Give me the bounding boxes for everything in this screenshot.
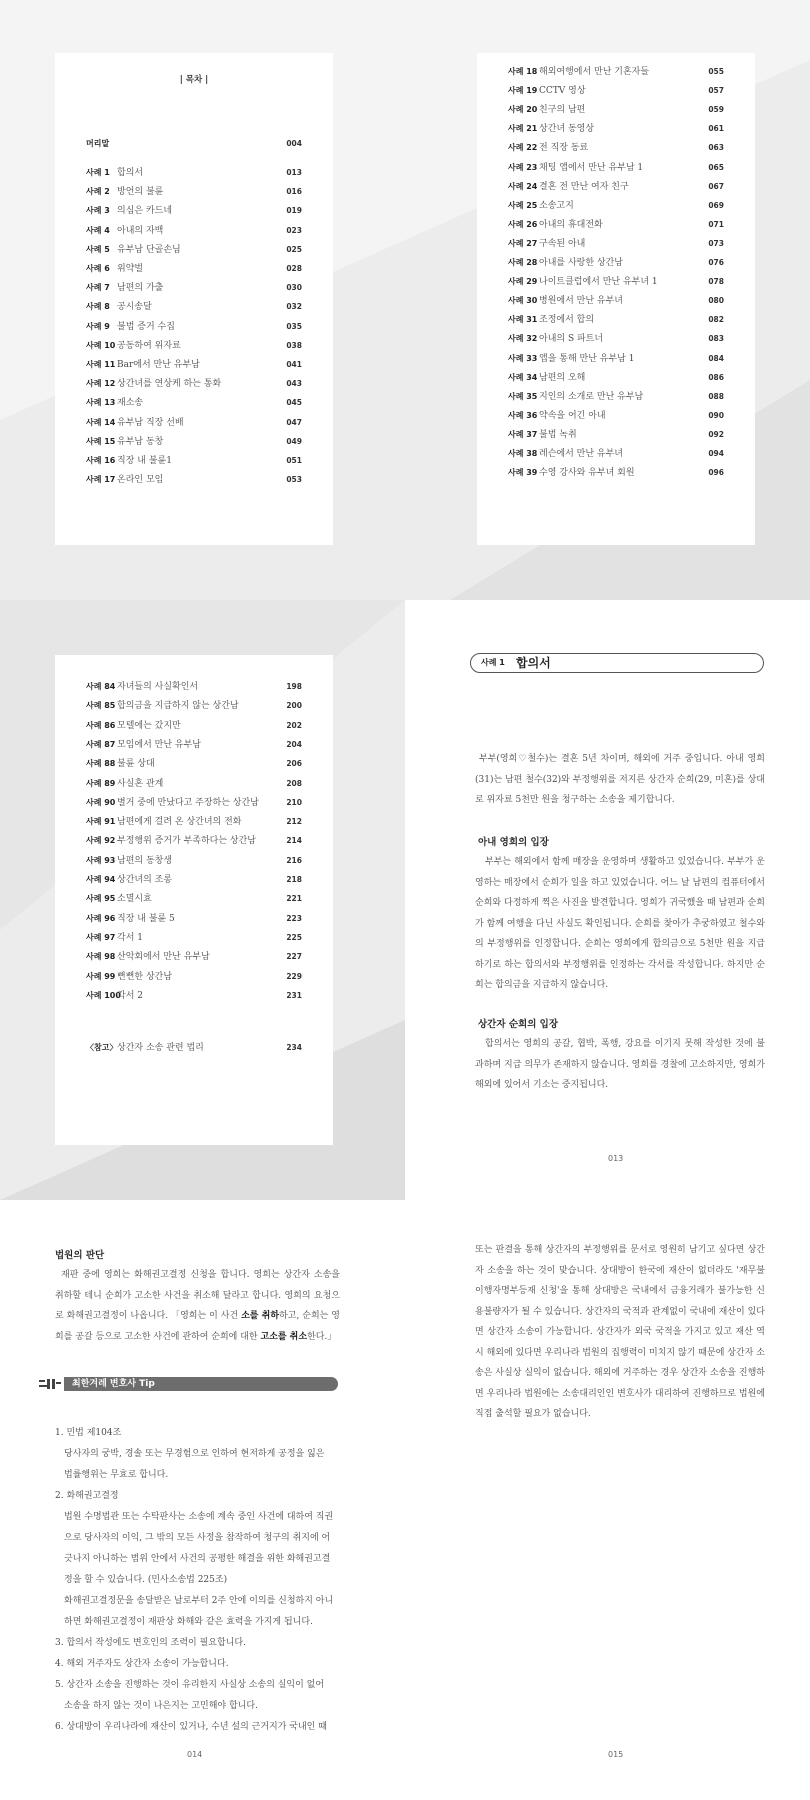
toc-item[interactable] bbox=[86, 320, 302, 334]
toc-item-label: 사례 37 bbox=[508, 429, 538, 439]
tip-bar bbox=[64, 1377, 338, 1391]
toc-item-label: 사례 39 bbox=[508, 468, 538, 478]
toc-item-title: 부정행위 증거가 부족하다는 상간남 bbox=[117, 836, 256, 847]
page-number: 014 bbox=[187, 1750, 203, 1759]
toc-item-label: 사례 85 bbox=[86, 701, 116, 711]
toc-page-1 bbox=[55, 53, 333, 545]
tip-item-body: 화해권고결정문을 송달받은 날로부터 2주 안에 이의를 신청하지 아니 bbox=[64, 1596, 334, 1606]
toc-item-title: Bar에서 만난 유부남 bbox=[117, 360, 200, 370]
toc-item[interactable] bbox=[86, 300, 302, 314]
toc-item[interactable] bbox=[86, 912, 302, 926]
tip-header bbox=[38, 1376, 338, 1392]
toc-item-title: 불법 녹취 bbox=[539, 429, 577, 440]
toc-item-label: 사례 92 bbox=[86, 836, 116, 846]
toc-item-label: 사례 34 bbox=[508, 372, 538, 382]
toc-item-page: 084 bbox=[708, 353, 724, 363]
toc-item-label: 사례 97 bbox=[86, 932, 116, 942]
toc-item[interactable] bbox=[508, 332, 724, 346]
toc-item-page: 090 bbox=[708, 410, 724, 420]
toc-item-title: 남편의 오해 bbox=[539, 372, 586, 383]
toc-item-label: 사례 90 bbox=[86, 797, 116, 807]
toc-item-page: 071 bbox=[708, 219, 724, 229]
toc-item-title: 유부남 동창 bbox=[117, 436, 164, 447]
toc-item-title: 각서 1 bbox=[117, 932, 143, 943]
toc-item-label: 사례 87 bbox=[86, 739, 116, 749]
toc-item-label: 사례 12 bbox=[86, 379, 116, 389]
toc-item-page: 200 bbox=[286, 701, 302, 711]
toc-item-label: 사례 26 bbox=[508, 219, 538, 229]
toc-item-page: 030 bbox=[286, 283, 302, 293]
toc-item-page: 234 bbox=[286, 1043, 302, 1052]
toc-item-label: 사례 7 bbox=[86, 283, 110, 293]
toc-item[interactable] bbox=[86, 757, 302, 771]
toc-item[interactable] bbox=[508, 161, 724, 175]
toc-item-page: 016 bbox=[286, 187, 302, 197]
toc-item-label: 사례 8 bbox=[86, 302, 110, 312]
toc-item[interactable] bbox=[86, 204, 302, 218]
toc-item[interactable] bbox=[508, 371, 724, 385]
toc-item[interactable] bbox=[86, 339, 302, 353]
toc-item-title: 불법 증거 수집 bbox=[117, 321, 175, 332]
toc-item-label: 사례 33 bbox=[508, 353, 538, 363]
toc-item[interactable] bbox=[508, 390, 724, 404]
toc-item[interactable] bbox=[508, 122, 724, 136]
toc-item-page: 043 bbox=[286, 379, 302, 389]
toc-item[interactable] bbox=[86, 950, 302, 964]
case-header bbox=[470, 653, 764, 673]
toc-item-label: 사례 94 bbox=[86, 875, 116, 884]
toc-item-page: 076 bbox=[708, 258, 724, 267]
toc-item[interactable] bbox=[86, 454, 302, 468]
toc-item[interactable] bbox=[508, 409, 724, 423]
toc-item-page: 069 bbox=[708, 200, 724, 210]
toc-item-title: 재소송 bbox=[117, 398, 144, 409]
toc-item-title: 소송고지 bbox=[539, 200, 574, 211]
toc-item-title: 뻔뻔한 상간남 bbox=[117, 971, 173, 982]
toc-item-label: 사례 98 bbox=[86, 952, 116, 962]
toc-item-page: 210 bbox=[286, 797, 302, 807]
toc-item-label: 사례 18 bbox=[508, 67, 538, 76]
tip-item: 6. 상대방이 우리나라에 재산이 있거나, 수년 설의 근거지가 국내인 때 bbox=[55, 1722, 327, 1732]
toc-item-title: 남편의 동창생 bbox=[117, 855, 173, 866]
toc-item[interactable] bbox=[86, 699, 302, 713]
toc-page-2 bbox=[477, 53, 755, 545]
toc-item-title: 합의서 bbox=[117, 168, 144, 178]
toc-item-page: 067 bbox=[708, 181, 724, 191]
toc-item-title: 앱을 통해 만난 유부남 1 bbox=[539, 353, 635, 364]
toc-item-title: 아내의 자백 bbox=[117, 225, 164, 236]
toc-item-label: 사례 17 bbox=[86, 475, 116, 485]
toc-item-label: 사례 36 bbox=[508, 410, 538, 420]
toc-item-title: 위약벌 bbox=[117, 264, 144, 274]
toc-item-page: 059 bbox=[708, 105, 724, 115]
toc-item-label: 〈참고〉 bbox=[86, 1043, 118, 1052]
toc-item-page: 035 bbox=[286, 321, 302, 331]
toc-item[interactable] bbox=[508, 65, 724, 79]
toc-item-title: 각서 2 bbox=[117, 990, 143, 1001]
tip-item: 1. 민법 제104조 bbox=[55, 1428, 122, 1438]
toc-item-label: 사례 100 bbox=[86, 990, 121, 1000]
toc-item-page: 096 bbox=[708, 468, 724, 478]
toc-item-title: 유부남 단골손님 bbox=[117, 244, 181, 255]
toc-item[interactable] bbox=[86, 473, 302, 487]
toc-item-title: 아내를 사랑한 상간남 bbox=[539, 258, 623, 268]
toc-item-page: 218 bbox=[286, 875, 302, 884]
toc-item-title: 공동하여 위자료 bbox=[117, 340, 181, 351]
toc-item-title: 조정에서 합의 bbox=[539, 315, 595, 326]
toc-item[interactable] bbox=[508, 447, 724, 461]
toc-item[interactable] bbox=[508, 256, 724, 270]
toc-item-label: 사례 99 bbox=[86, 971, 116, 981]
toc-item-page: 086 bbox=[708, 372, 724, 382]
tip-item-body: 법률행위는 무효로 합니다. bbox=[64, 1470, 169, 1480]
toc-item-title: 상간녀 동영상 bbox=[539, 124, 595, 135]
toc-item-label: 사례 93 bbox=[86, 855, 116, 865]
case-title: 합의서 bbox=[516, 656, 551, 670]
toc-item-title: 불륜 상대 bbox=[117, 759, 155, 770]
toc-item-title: 합의금을 지급하지 않는 상간남 bbox=[117, 701, 239, 712]
toc-item-title: 온라인 모임 bbox=[117, 475, 164, 486]
toc-item-title: 상간녀를 연상케 하는 통화 bbox=[117, 379, 222, 390]
toc-item-page: 088 bbox=[708, 391, 724, 401]
toc-item-page: 231 bbox=[286, 990, 302, 1000]
tip-item-body: 법원 수명법관 또는 수탁판사는 소송에 계속 중인 사건에 대하여 직권 bbox=[64, 1512, 334, 1522]
toc-item-label: 사례 6 bbox=[86, 264, 110, 273]
toc-item[interactable] bbox=[86, 396, 302, 410]
toc-item-label: 사례 95 bbox=[86, 894, 116, 904]
toc-item[interactable] bbox=[86, 834, 302, 848]
toc-item[interactable] bbox=[86, 281, 302, 295]
toc-item-page: 019 bbox=[286, 206, 302, 216]
toc-item[interactable] bbox=[86, 873, 302, 887]
toc-item-title: 의심은 카드네 bbox=[117, 206, 173, 217]
tip-item-body: 으로 당사자의 이익, 그 밖의 모든 사정을 참작하여 청구의 취지에 어 bbox=[64, 1533, 331, 1543]
toc-item-title: 자녀들의 사실확인서 bbox=[117, 682, 199, 692]
toc-item[interactable] bbox=[86, 854, 302, 868]
toc-item-title: 해외여행에서 만난 기혼자들 bbox=[539, 67, 650, 77]
toc-item-label: 사례 20 bbox=[508, 105, 538, 115]
toc-item-title: 아내의 S 파트너 bbox=[539, 334, 604, 345]
toc-item[interactable] bbox=[86, 166, 302, 180]
toc-item-title: 산악회에서 만난 유부남 bbox=[117, 952, 210, 963]
toc-item-title: 병원에서 만난 유부녀 bbox=[539, 296, 623, 307]
toc-item[interactable] bbox=[508, 237, 724, 251]
toc-item-title: 사실혼 관계 bbox=[117, 778, 164, 789]
page-number: 015 bbox=[608, 1750, 624, 1759]
toc-item-label: 사례 38 bbox=[508, 449, 538, 458]
toc-item-page: 073 bbox=[708, 238, 724, 248]
toc-item-title: 모임에서 만난 유부남 bbox=[117, 739, 201, 750]
toc-item-title: 남편의 가출 bbox=[117, 283, 164, 294]
toc-item-label: 사례 89 bbox=[86, 778, 116, 788]
toc-item-title: 유부남 직장 선배 bbox=[117, 417, 184, 428]
toc-item-title: 모텔에는 갔지만 bbox=[117, 720, 181, 731]
lover-text: 합의서는 영희의 공갈, 협박, 폭행, 강요를 이기지 못해 작성한 것에 불과하며 지급 의무가 존재하지 않습니다. 영희를 경찰에 고소하지만, 영희가 해외에 있어서 기소는 중지됩니다. bbox=[475, 1039, 765, 1090]
toc-item[interactable] bbox=[508, 275, 724, 289]
toc-item[interactable] bbox=[86, 680, 302, 694]
toc-item-label: 사례 88 bbox=[86, 759, 116, 769]
toc-item[interactable] bbox=[86, 185, 302, 199]
tip-item-body: 긋나지 아니하는 범위 안에서 사건의 공평한 해결을 위한 화해권고결 bbox=[64, 1554, 331, 1564]
toc-item[interactable] bbox=[508, 103, 724, 117]
toc-item[interactable] bbox=[86, 970, 302, 984]
toc-item-label: 사례 10 bbox=[86, 340, 116, 350]
toc-item-label: 사례 1 bbox=[86, 168, 110, 177]
toc-item-label: 사례 2 bbox=[86, 187, 110, 197]
tip-icon bbox=[38, 1376, 62, 1392]
toc-item-page: 032 bbox=[286, 302, 302, 312]
toc-item-label: 사례 29 bbox=[508, 277, 538, 287]
toc-item[interactable] bbox=[508, 428, 724, 442]
toc-item[interactable] bbox=[508, 84, 724, 98]
toc-item[interactable] bbox=[508, 313, 724, 327]
toc-item[interactable] bbox=[508, 180, 724, 194]
toc-item-page: 227 bbox=[286, 952, 302, 962]
toc-item[interactable] bbox=[508, 199, 724, 213]
page-number: 013 bbox=[608, 1154, 624, 1163]
toc-item-label: 사례 5 bbox=[86, 244, 110, 254]
toc-item-page: 080 bbox=[708, 296, 724, 306]
toc-item-page: 229 bbox=[286, 971, 302, 981]
toc-item[interactable] bbox=[508, 352, 724, 366]
toc-item-page: 082 bbox=[708, 315, 724, 325]
toc-item-page: 063 bbox=[708, 143, 724, 153]
toc-item-page: 025 bbox=[286, 244, 302, 254]
toc-item-label: 사례 13 bbox=[86, 398, 116, 408]
toc-page-3 bbox=[55, 655, 333, 1145]
toc-item-page: 212 bbox=[286, 817, 302, 827]
toc-item-label: 사례 31 bbox=[508, 315, 538, 325]
toc-item-label: 사례 84 bbox=[86, 682, 116, 691]
toc-item-title: 남편에게 걸려 온 상간녀의 전화 bbox=[117, 817, 242, 828]
toc-item[interactable] bbox=[86, 796, 302, 810]
toc-item-page: 216 bbox=[286, 855, 302, 865]
toc-item-label: 사례 28 bbox=[508, 258, 538, 267]
toc-item-title: 친구의 남편 bbox=[539, 105, 586, 116]
toc-item[interactable] bbox=[86, 719, 302, 733]
toc-item[interactable] bbox=[508, 466, 724, 480]
toc-item-label: 사례 91 bbox=[86, 817, 116, 827]
tip-item: 5. 상간자 소송을 진행하는 것이 유리한지 사실상 소송의 실익이 없어 bbox=[55, 1680, 325, 1690]
toc-item-page: 013 bbox=[286, 168, 302, 177]
toc-item-label: 사례 25 bbox=[508, 200, 538, 210]
toc-item-label: 사례 32 bbox=[508, 334, 538, 344]
toc-item-label: 사례 27 bbox=[508, 238, 538, 248]
toc-item-label: 사례 4 bbox=[86, 225, 110, 235]
toc-item-label: 사례 30 bbox=[508, 296, 538, 306]
toc-item-label: 사례 21 bbox=[508, 124, 538, 134]
toc-item-page: 055 bbox=[708, 67, 724, 76]
toc-item-label: 사례 22 bbox=[508, 143, 538, 153]
toc-item[interactable] bbox=[86, 738, 302, 752]
wife-text: 부부는 해외에서 함께 매장을 운영하며 생활하고 있었습니다. 부부가 운영하는 매장에서 순희가 일을 하고 있었습니다. 어느 날 남편의 컴퓨터에서 순희와 다정하게 찍은 사진을 발견합니다. 영희가 귀국했을 때 남편과 순희가 함께 여행을 다닌 사실도 확인됩니다. 순희를 찾아가 추궁하였고 철수와의 부정행위를 인정합니다. 순희는 영희에게 합의금으로 5천만 원을 지급하기로 하는 합의서와 부정행위를 인정하는 각서를 작성합니다. 하지만 순희는 합의금을 지급하지 않습니다. bbox=[475, 857, 765, 990]
toc-item-label: 사례 15 bbox=[86, 436, 116, 446]
toc-item-page: 004 bbox=[286, 139, 302, 148]
toc-item[interactable] bbox=[508, 141, 724, 155]
toc-item-page: 061 bbox=[708, 124, 724, 134]
toc-item-label: 사례 35 bbox=[508, 391, 538, 401]
toc-item-title: 아내의 휴대전화 bbox=[539, 219, 603, 230]
toc-title: | 목차 | bbox=[179, 75, 209, 85]
toc-item-title: 결혼 전 만난 여자 친구 bbox=[539, 181, 629, 192]
toc-item[interactable] bbox=[86, 931, 302, 945]
toc-item-page: 214 bbox=[286, 836, 302, 846]
toc-item-title: 레슨에서 만난 유부녀 bbox=[539, 449, 623, 459]
toc-item-title: 상간자 소송 관련 법리 bbox=[117, 1043, 204, 1053]
case-intro: 부부(영희♡철수)는 결혼 5년 차이며, 해외에 거주 중입니다. 아내 영희(31)는 남편 철수(32)와 부정행위를 저지른 상간자 순희(29, 미혼)를 상대로 위자료 5천만 원을 청구하는 소송을 제기합니다. bbox=[475, 754, 765, 805]
lover-heading: 상간자 순희의 입장 bbox=[478, 1019, 559, 1030]
toc-item-label: 사례 19 bbox=[508, 86, 538, 96]
toc-item-page: 094 bbox=[708, 449, 724, 458]
toc-item-title: 수영 강사와 유부녀 회원 bbox=[539, 468, 635, 479]
toc-item-page: 225 bbox=[286, 932, 302, 942]
tip-item-body: 소송을 하지 않는 것이 나은지는 고민해야 합니다. bbox=[64, 1701, 258, 1711]
toc-item-page: 078 bbox=[708, 277, 724, 287]
toc-reference[interactable] bbox=[86, 1041, 302, 1055]
toc-item-page: 028 bbox=[286, 264, 302, 273]
toc-item-page: 047 bbox=[286, 417, 302, 427]
toc-item[interactable] bbox=[508, 294, 724, 308]
toc-item[interactable] bbox=[86, 989, 302, 1003]
toc-item-title: 방언의 불륜 bbox=[117, 187, 164, 198]
toc-item-title: 상간녀의 조롱 bbox=[117, 875, 173, 885]
toc-item-page: 038 bbox=[286, 340, 302, 350]
toc-item-label: 사례 14 bbox=[86, 417, 116, 427]
toc-item[interactable] bbox=[86, 358, 302, 372]
toc-item-page: 204 bbox=[286, 739, 302, 749]
toc-item-page: 057 bbox=[708, 86, 724, 96]
tip-item: 2. 화해권고결정 bbox=[55, 1491, 119, 1501]
toc-item[interactable] bbox=[86, 435, 302, 449]
toc-item-title: 약속을 어긴 아내 bbox=[539, 410, 606, 421]
toc-item-label: 사례 3 bbox=[86, 206, 110, 216]
court-text: 재판 중에 영희는 화해권고결정 신청을 합니다. 영희는 상간자 소송을 취하할 테니 순희가 고소한 사건을 취소해 달라고 합니다. 영희의 요청으로 화해권고결정이 나옵니다. 「영희는 이 사건 소를 취하하고, 순희는 영희를 공갈 등으로 고소한 사건에 관하여 순희에 대한 고소를 취소한다.」 bbox=[55, 1270, 340, 1342]
toc-item-page: 208 bbox=[286, 778, 302, 788]
toc-item[interactable] bbox=[86, 777, 302, 791]
toc-item-title: 채팅 앱에서 만난 유부남 1 bbox=[539, 162, 644, 173]
toc-item-title: 구속된 아내 bbox=[539, 238, 586, 249]
toc-item-title: 전 직장 동료 bbox=[539, 143, 589, 154]
tip-title: 최한겨레 변호사 Tip bbox=[72, 1379, 155, 1389]
toc-item-label: 사례 11 bbox=[86, 360, 116, 369]
toc-item-page: 202 bbox=[286, 720, 302, 730]
tip-item-body: 정을 할 수 있습니다. (민사소송법 225조) bbox=[64, 1575, 228, 1585]
tip-item-body: 당사자의 궁박, 경솔 또는 무경험으로 인하여 현저하게 공정을 잃은 bbox=[64, 1449, 325, 1459]
toc-item[interactable] bbox=[86, 815, 302, 829]
toc-item[interactable] bbox=[86, 243, 302, 257]
tip-item: 4. 해외 거주자도 상간자 소송이 가능합니다. bbox=[55, 1659, 229, 1669]
toc-item-label: 사례 24 bbox=[508, 181, 538, 191]
toc-item-page: 023 bbox=[286, 225, 302, 235]
toc-item-page: 045 bbox=[286, 398, 302, 408]
toc-item[interactable] bbox=[86, 262, 302, 276]
toc-item-title: 나이트클럽에서 만난 유부녀 1 bbox=[539, 277, 658, 288]
toc-item-page: 198 bbox=[286, 682, 302, 691]
toc-item-page: 206 bbox=[286, 759, 302, 769]
toc-item-label: 사례 16 bbox=[86, 456, 116, 465]
toc-item-page: 092 bbox=[708, 429, 724, 439]
toc-item-page: 053 bbox=[286, 475, 302, 485]
toc-item-label: 사례 86 bbox=[86, 720, 116, 730]
toc-item-title: 별거 중에 만났다고 주장하는 상간남 bbox=[117, 797, 259, 808]
toc-item-page: 049 bbox=[286, 436, 302, 446]
toc-item-page: 083 bbox=[708, 334, 724, 344]
toc-item-page: 065 bbox=[708, 162, 724, 172]
toc-item-title: 공시송달 bbox=[117, 302, 152, 313]
toc-item[interactable] bbox=[86, 377, 302, 391]
tip-item: 3. 합의서 작성에도 변호인의 조력이 필요합니다. bbox=[55, 1638, 246, 1648]
toc-item[interactable] bbox=[508, 218, 724, 232]
toc-item-title: 직장 내 불륜 5 bbox=[117, 913, 175, 924]
continued-text: 또는 판결을 통해 상간자의 부정행위를 문서로 영원히 남기고 싶다면 상간자 소송을 하는 것이 맞습니다. 상대방이 한국에 재산이 없더라도 '재무불이행자명부등재 신청'을 통해 상대방은 국내에서 금융거래가 불가능한 신용불량자가 될 수 있습니다. 상간자의 국적과 관계없이 국내에 재산이 있다면 상간자 소송이 가능합니다. 상간자가 외국 국적을 가지고 있고 재산 역시 해외에 있다면 우리나라 법원의 집행력이 미치지 않기 때문에 상간자 소송은 사실상 실익이 없습니다. 해외에 거주하는 경우 상간자 소송을 진행하면 우리나라 법원에는 소송대리인인 변호사가 대리하여 진행하므로 법원에 직접 출석할 필요가 없습니다. bbox=[475, 1245, 765, 1419]
spread-toc-1 bbox=[0, 0, 810, 600]
toc-item-label: 머리말 bbox=[86, 139, 110, 148]
toc-item-page: 041 bbox=[286, 360, 302, 369]
court-heading: 법원의 판단 bbox=[55, 1250, 105, 1261]
tip-item-body: 하면 화해권고결정이 재판상 화해와 같은 효력을 가지게 됩니다. bbox=[64, 1617, 313, 1627]
toc-item-page: 221 bbox=[286, 894, 302, 904]
toc-item-title: CCTV 영상 bbox=[539, 86, 586, 97]
toc-item-page: 223 bbox=[286, 913, 302, 923]
toc-item-title: 직장 내 불륜1 bbox=[117, 456, 172, 466]
toc-item-label: 사례 23 bbox=[508, 162, 538, 172]
case-label: 사례 1 bbox=[481, 658, 505, 667]
toc-item-title: 소멸시효 bbox=[117, 894, 152, 905]
toc-item-page: 051 bbox=[286, 456, 302, 465]
toc-item[interactable] bbox=[86, 892, 302, 906]
toc-item[interactable] bbox=[86, 416, 302, 430]
toc-item-title: 지인의 소개로 만난 유부남 bbox=[539, 391, 644, 402]
toc-item-label: 사례 9 bbox=[86, 321, 110, 331]
toc-item-label: 사례 96 bbox=[86, 913, 116, 923]
wife-heading: 아내 영희의 입장 bbox=[478, 837, 549, 848]
toc-preface[interactable] bbox=[86, 137, 302, 151]
toc-item[interactable] bbox=[86, 224, 302, 238]
